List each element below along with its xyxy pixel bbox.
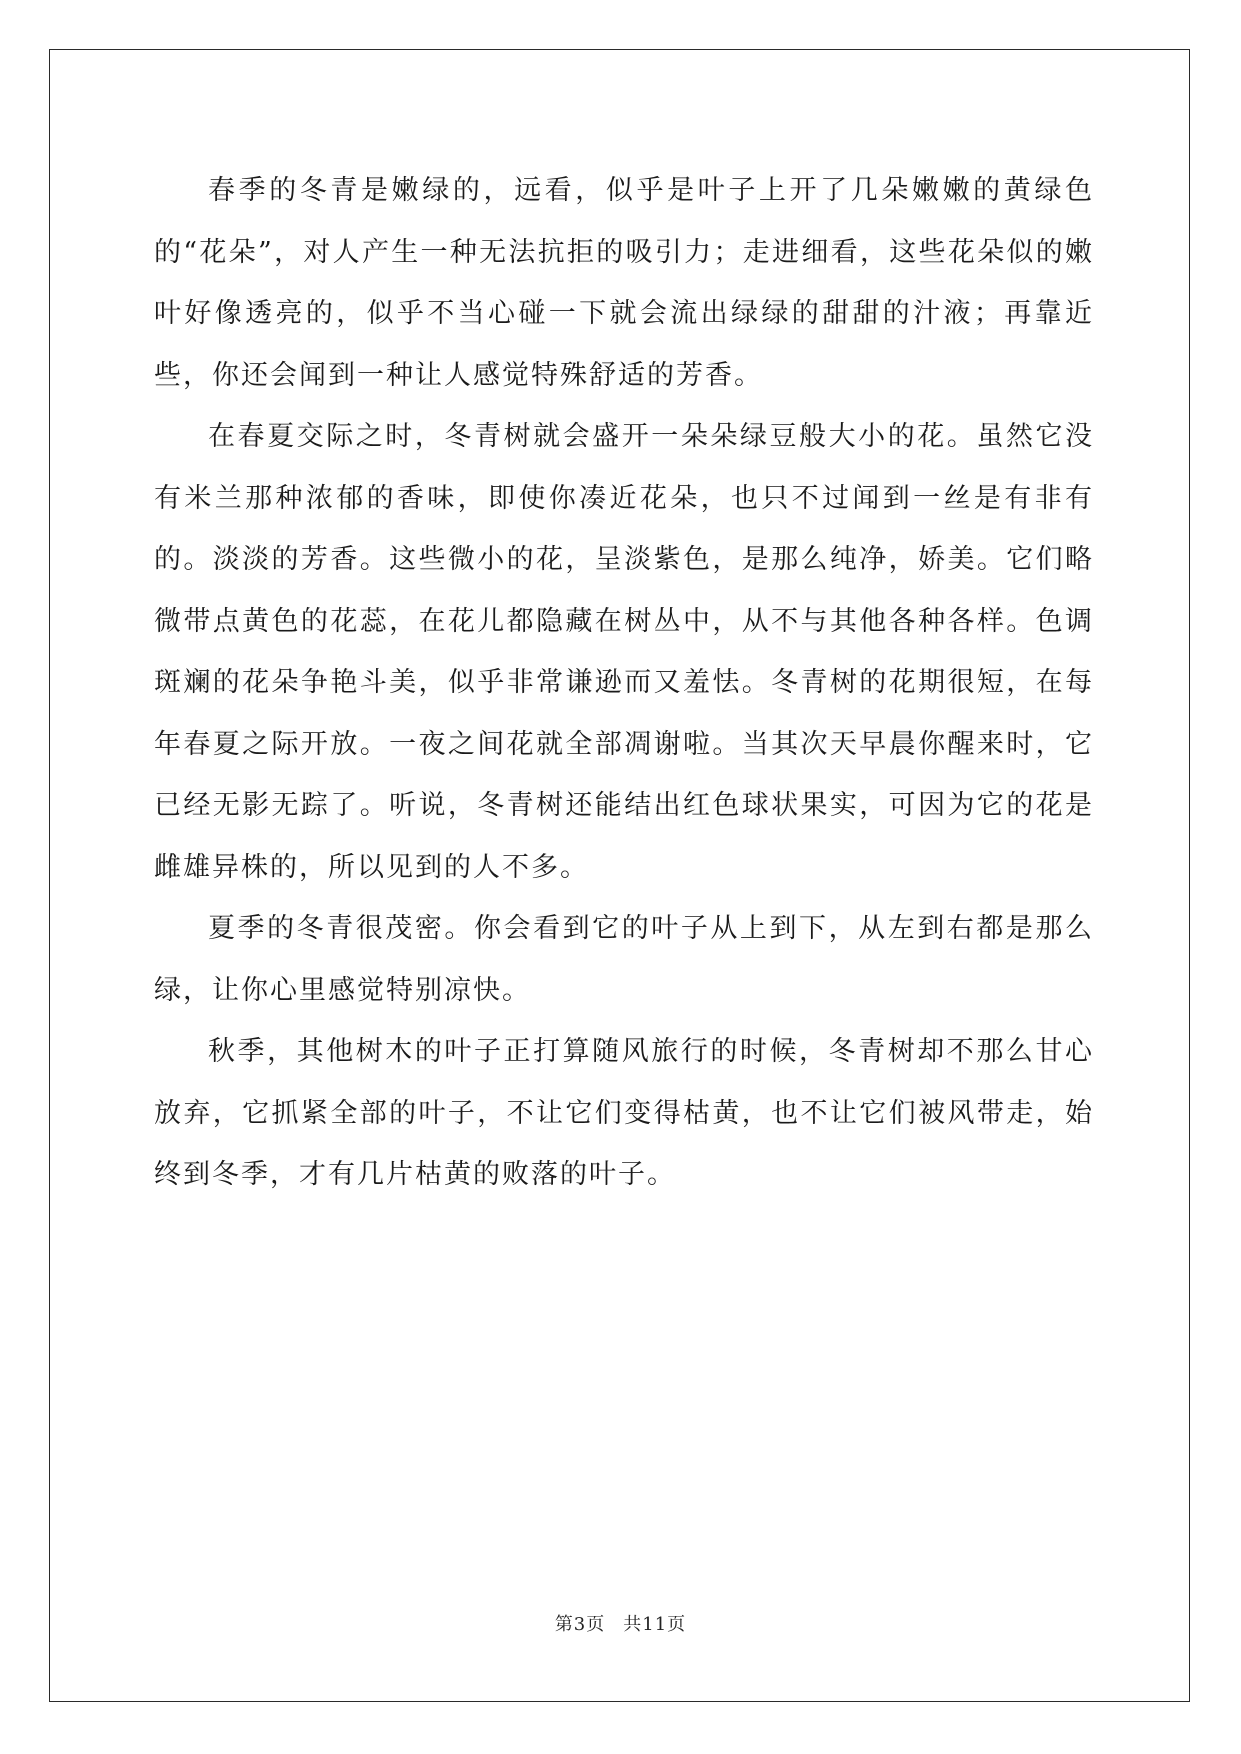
page-footer bbox=[0, 1610, 1241, 1636]
page-number: 第3页 bbox=[554, 1614, 606, 1635]
paragraph: 夏季的冬青很茂密。你会看到它的叶子从上到下，从左到右都是那么绿，让你心里感觉特别凉快。 bbox=[154, 913, 1094, 1006]
paragraph: 秋季，其他树木的叶子正打算随风旅行的时候，冬青树却不那么甘心放弃，它抓紧全部的叶子，不让它们变得枯黄，也不让它们被风带走，始终到冬季，才有几片枯黄的败落的叶子。 bbox=[154, 1036, 1094, 1190]
paragraph: 在春夏交际之时，冬青树就会盛开一朵朵绿豆般大小的花。虽然它没有米兰那种浓郁的香味，即使你凑近花朵，也只不过闻到一丝是有非有的。淡淡的芳香。这些微小的花，呈淡紫色，是那么纯净，娇美。它们略微带点黄色的花蕊，在花儿都隐藏在树丛中，从不与其他各种各样。色调斑斓的花朵争艳斗美，似乎非常谦逊而又羞怯。冬青树的花期很短，在每年春夏之际开放。一夜之间花就全部凋谢啦。当其次天早晨你醒来时，它已经无影无踪了。听说，冬青树还能结出红色球状果实，可因为它的花是雌雄异株的，所以见到的人不多。 bbox=[154, 421, 1094, 883]
document-body bbox=[154, 160, 1094, 1206]
page-total: 共11页 bbox=[623, 1614, 687, 1635]
paragraph: 春季的冬青是嫩绿的，远看，似乎是叶子上开了几朵嫩嫩的黄绿色的“花朵”，对人产生一种无法抗拒的吸引力；走进细看，这些花朵似的嫩叶好像透亮的，似乎不当心碰一下就会流出绿绿的甜甜的汁液；再靠近些，你还会闻到一种让人感觉特殊舒适的芳香。 bbox=[154, 175, 1094, 391]
